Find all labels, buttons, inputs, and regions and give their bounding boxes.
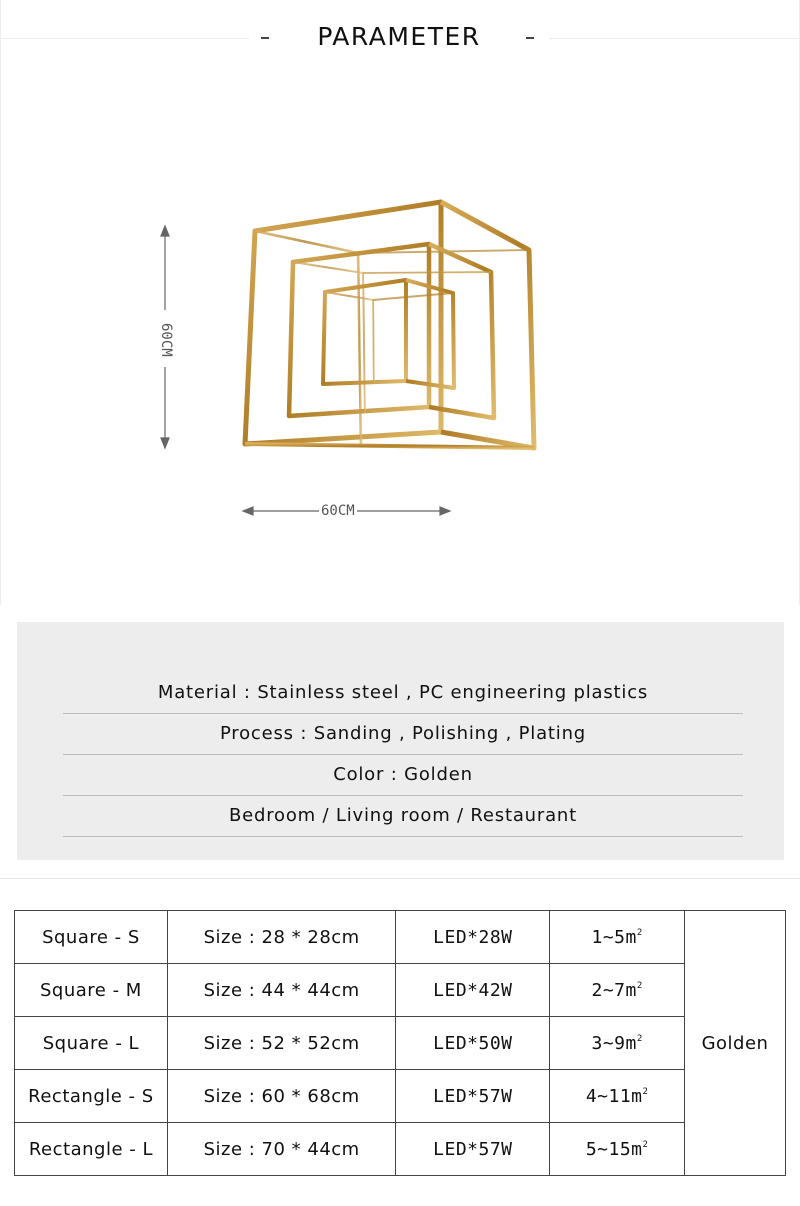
- table-row: [15, 911, 786, 964]
- page-title: PARAMETER: [317, 22, 481, 51]
- color-cell: Golden: [685, 911, 786, 1176]
- area-unit-superscript: 2: [636, 927, 643, 938]
- product-dimension-figure: [1, 0, 800, 605]
- inner-cube-frame: [323, 280, 454, 388]
- size-cell: Size : 44 * 44cm: [167, 964, 396, 1017]
- height-dimension-label: 60CM: [158, 323, 174, 357]
- area-value: 2~7m: [591, 979, 637, 1001]
- table-row: [15, 1017, 786, 1070]
- model-name-cell: Square - S: [15, 911, 168, 964]
- table-row: [15, 1070, 786, 1123]
- area-unit-superscript: 2: [642, 1139, 649, 1150]
- area-value: 3~9m: [591, 1032, 637, 1054]
- spec-usage: Bedroom / Living room / Restaurant: [63, 795, 743, 837]
- specification-panel: [17, 622, 784, 860]
- area-value: 1~5m: [591, 926, 637, 948]
- area-unit-superscript: 2: [636, 980, 643, 991]
- area-cell: [550, 1123, 685, 1176]
- model-name-cell: Square - M: [15, 964, 168, 1017]
- area-unit-superscript: 2: [642, 1086, 649, 1097]
- led-power-cell: LED*57W: [396, 1070, 550, 1123]
- area-cell: [550, 911, 685, 964]
- area-value: 4~11m: [585, 1085, 643, 1107]
- width-dimension-label: 60CM: [321, 503, 355, 519]
- model-name-cell: Rectangle - S: [15, 1070, 168, 1123]
- led-power-cell: LED*42W: [396, 964, 550, 1017]
- size-table: [14, 910, 786, 1176]
- spec-material: Material : Stainless steel , PC engineering plastics: [63, 672, 743, 714]
- table-row: [15, 964, 786, 1017]
- area-cell: [550, 1070, 685, 1123]
- led-power-cell: LED*50W: [396, 1017, 550, 1070]
- spec-process: Process : Sanding , Polishing , Plating: [63, 713, 743, 755]
- size-cell: Size : 60 * 68cm: [167, 1070, 396, 1123]
- size-table-section: [0, 878, 800, 1206]
- size-cell: Size : 28 * 28cm: [167, 911, 396, 964]
- area-unit-superscript: 2: [636, 1033, 643, 1044]
- spec-color: Color : Golden: [63, 754, 743, 796]
- table-row: [15, 1123, 786, 1176]
- area-cell: [550, 1017, 685, 1070]
- area-cell: [550, 964, 685, 1017]
- size-cell: Size : 52 * 52cm: [167, 1017, 396, 1070]
- model-name-cell: Rectangle - L: [15, 1123, 168, 1176]
- led-power-cell: LED*57W: [396, 1123, 550, 1176]
- led-power-cell: LED*28W: [396, 911, 550, 964]
- model-name-cell: Square - L: [15, 1017, 168, 1070]
- middle-cube-frame: [289, 244, 494, 418]
- size-cell: Size : 70 * 44cm: [167, 1123, 396, 1176]
- area-value: 5~15m: [585, 1138, 643, 1160]
